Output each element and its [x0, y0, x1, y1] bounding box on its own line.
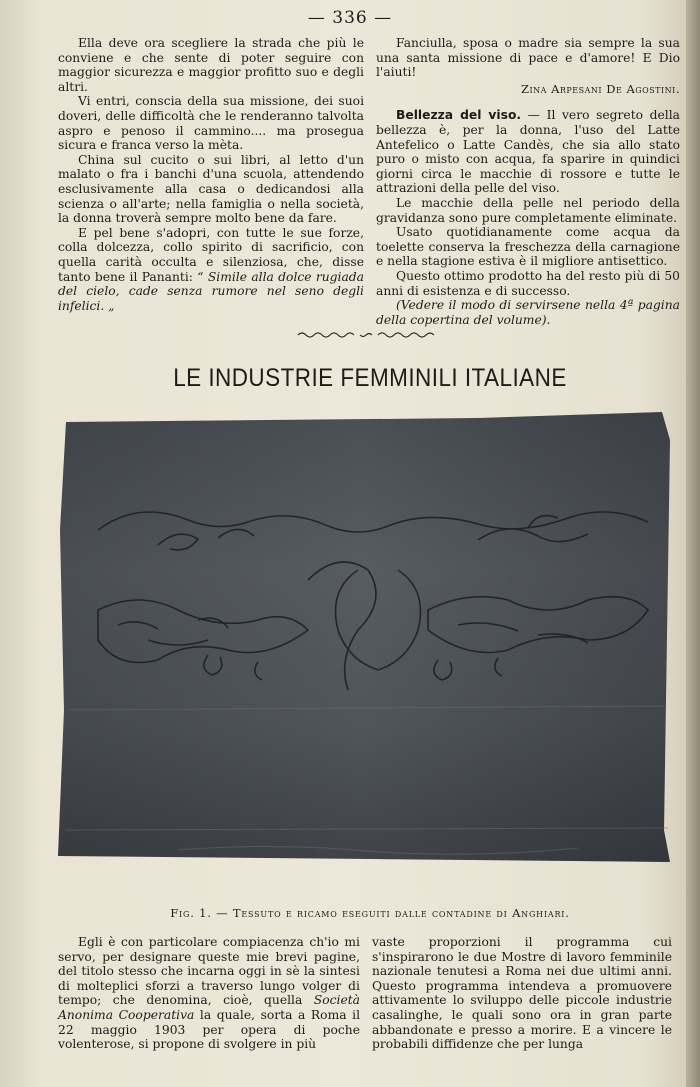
paragraph: vaste proporzioni il programma cui s'inspirarono le due Mostre di lavoro femminile nazionale tenutesi a Roma nei due ultimi anni. Questo programma intendeva a promuovere attivamente lo sviluppo delle piccole industrie casalinghe, le quali sono ora in gran parte abbandonate e presso a morire. E a vincere le probabili diffidenze che per lunga [372, 935, 672, 1052]
paragraph [58, 226, 364, 314]
paragraph: Le macchie della pelle nel periodo della gravidanza sono pure completamente eliminate. [376, 195, 680, 225]
paragraph-text: E pel bene s'adopri, con tutte le sue forze, colla dolcezza, collo spirito di sacrificio, con quella carità occulta e silenziosa, che, disse tanto bene il Pananti: [58, 225, 364, 284]
left-column-bottom [58, 935, 360, 1052]
right-column-top [376, 36, 680, 327]
paragraph [58, 935, 360, 1052]
ornamental-divider [296, 328, 446, 342]
paragraph: Usato quotidianamente come acqua da toelette conserva la freschezza della carnagione e nella stagione estiva è il migliore antisettico. [376, 225, 680, 269]
figure-caption: Fig. 1. — Tessuto e ricamo eseguiti dalle contadine di Anghiari. [170, 906, 570, 920]
book-spine-shadow [686, 0, 700, 1087]
left-column-top [58, 36, 364, 313]
usage-note: (Vedere il modo di servirsene nella 4ª pagina della copertina del volume). [376, 298, 680, 327]
page-number: — 336 — [307, 8, 393, 28]
paragraph: Vi entri, conscia della sua missione, dei suoi doveri, delle difficoltà che le renderanno talvolta aspro e penoso il cammino.... ma prosegua sicura e franca verso la mèta. [58, 94, 364, 153]
section-title: LE INDUSTRIE FEMMINILI ITALIANE [173, 364, 567, 392]
right-column-bottom [372, 935, 672, 1052]
bellezza-paragraph [376, 108, 680, 196]
closing-paragraph: Fanciulla, sposa o madre sia sempre la sua una santa missione di pace e d'amore! E Dio l'aiuti! [376, 36, 680, 80]
embroidered-fabric-photo [58, 410, 674, 865]
paragraph: Ella deve ora scegliere la strada che più le conviene e che sente di poter seguire con maggior sicurezza e maggior profitto suo e degli altri. [58, 36, 364, 94]
bellezza-text: — Il vero segreto della bellezza è, per la donna, l'uso del Latte Antefelico o Latte Candès, che sia allo stato puro o misto con acqua, fa sparire in quindici giorni circa le macchie di rossore e tutte le attrazioni della pelle del viso. [376, 108, 680, 196]
paragraph-text: Egli è con particolare compiacenza ch'io mi servo, per designare queste mie brevi pagine, del titolo stesso che incarna oggi in sè la sintesi di molteplici sforzi a traverso lungo volger di tempo; che denomina, cioè, quella [58, 935, 360, 1008]
society-name: Società Anonima Cooperativa [58, 993, 360, 1022]
paragraph-text: la quale, sorta a Roma il 22 maggio 1903 per opera di poche volenterose, si propone di svolgere in più [58, 1007, 360, 1052]
paragraph: China sul cucito o sui libri, al letto d'un malato o fra i banchi d'una scuola, attendendo esclusivamente alla casa o dedicandosi alla scienza o all'arte; nella famiglia o nella società, la donna troverà sempre molto bene da fare. [58, 152, 364, 226]
paragraph: Questo ottimo prodotto ha del resto più di 50 anni di esistenza e di successo. [376, 268, 680, 298]
bellezza-heading: Bellezza del viso. [396, 108, 522, 123]
pananti-quote: “ Simile alla dolce rugiada del cielo, cade senza rumore nel seno degli infelici. „ [58, 269, 364, 313]
author-signature: Zina Arpesani De Agostini. [521, 81, 680, 96]
